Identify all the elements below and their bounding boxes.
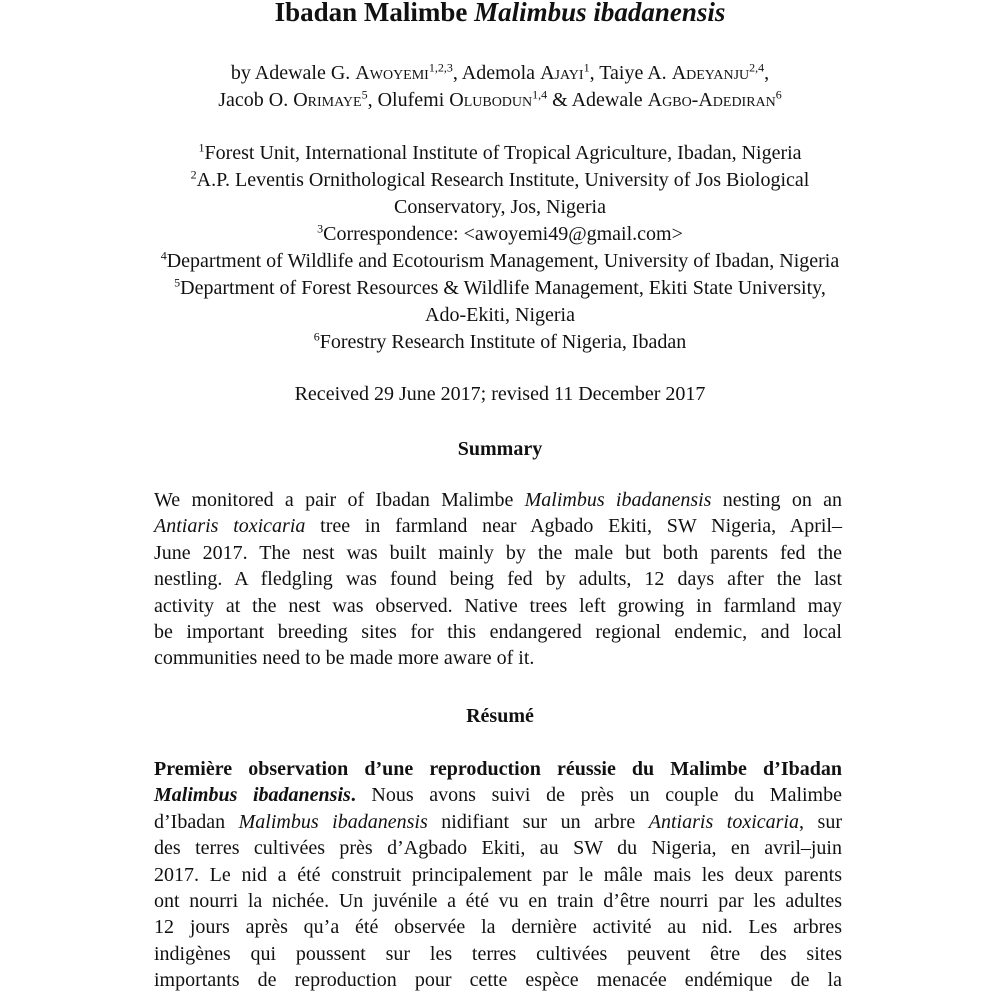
author-surname: Orimaye [293, 89, 362, 111]
author-surname: Ajayi [540, 62, 584, 84]
author-line-1: by Adewale G. Awoyemi$^{1,2,3}$, Ademola Ajayi$^1$, Taiye A. Adeyanju$^{2,4}$, [230, 60, 770, 84]
author-line-2: Jacob O. Orimaye$^5$, Olufemi Olubodun$^{1,4}$ & Adewale Agbo-Adediran$^6$ [218, 87, 782, 111]
affiliation-2: $^2$A.P. Leventis Ornithological Research Institute, University of Jos Biological [190, 167, 810, 191]
summary-paragraph: We monitored a pair of Ibadan Malimbe Malimbus ibadanensis nesting on an Antiaris toxicaria tree in farmland near Agbado Ekiti, SW Nigeria, April– June 2017. The nest was built mainly by the male but both parents fed the nestling. A fledgling was found being fed by adults, 12 days after the last activity at the nest was observed. Native trees left growing in farmland may be important breeding sites for this endangered regional endemic, and local communities need to be made more aware of it. [154, 489, 842, 670]
affiliation-5: $^5$Department of Forest Resources & Wildlife Management, Ekiti State University, [174, 275, 826, 299]
affiliation-list [60, 140, 940, 356]
author-surname: Awoyemi [355, 62, 429, 84]
author-surname: Agbo-Adediran [647, 89, 776, 111]
affiliation-5-continued: Ado-Ekiti, Nigeria [425, 304, 575, 326]
affiliation-6: $^6$Forestry Research Institute of Nigeria, Ibadan [313, 329, 687, 353]
affiliation-1: $^1$Forest Unit, International Institute of Tropical Agriculture, Ibadan, Nigeria [198, 140, 802, 164]
received-dates: Received 29 June 2017; revised 11 December 2017 [294, 383, 706, 405]
summary-heading: Summary [457, 438, 543, 460]
resume-heading: Résumé [466, 705, 534, 727]
article-title [0, 0, 1000, 30]
author-surname: Adeyanju [671, 62, 750, 84]
resume-title: Première observation d’une reproduction réussie du Malimbe d’Ibadan [154, 758, 842, 780]
affiliation-2-continued: Conservatory, Jos, Nigeria [394, 196, 606, 218]
affiliation-4: $^4$Department of Wildlife and Ecotourism Management, University of Ibadan, Nigeria [160, 248, 840, 272]
author-list [60, 60, 940, 114]
correspondence-email: Correspondence: <awoyemi49@gmail.com> [323, 223, 683, 245]
affiliation-3: $^3$Correspondence: <awoyemi49@gmail.com> [317, 221, 683, 245]
title-common-name: Ibadan Malimbe [274, 0, 468, 27]
title-scientific-name: Malimbus ibadanensis [474, 0, 726, 27]
author-surname: Olubodun [449, 89, 533, 111]
resume-paragraph: Première observation d’une reproduction réussie du Malimbe d’Ibadan Malimbus ibadanensis. Nous avons suivi de près un couple du Malimbe d’Ibadan Malimbus ibadanensis nidifiant sur un arbre Antiaris toxicaria, sur des terres cultivées près d’Agbado Ekiti, au SW du Nigeria, en avril–juin 2017. Le nid a été construit principalement par le mâle mais les deux parents ont nourri la nichée. Un juvénile a été vu en train d’être nourri par les adultes 12 jours après qu’a été observée la dernière activité au nid. Les arbres indigènes qui poussent sur les terres cultivées peuvent être des sites importants de reproduction pour cette espèce menacée endémique de la [154, 758, 842, 992]
